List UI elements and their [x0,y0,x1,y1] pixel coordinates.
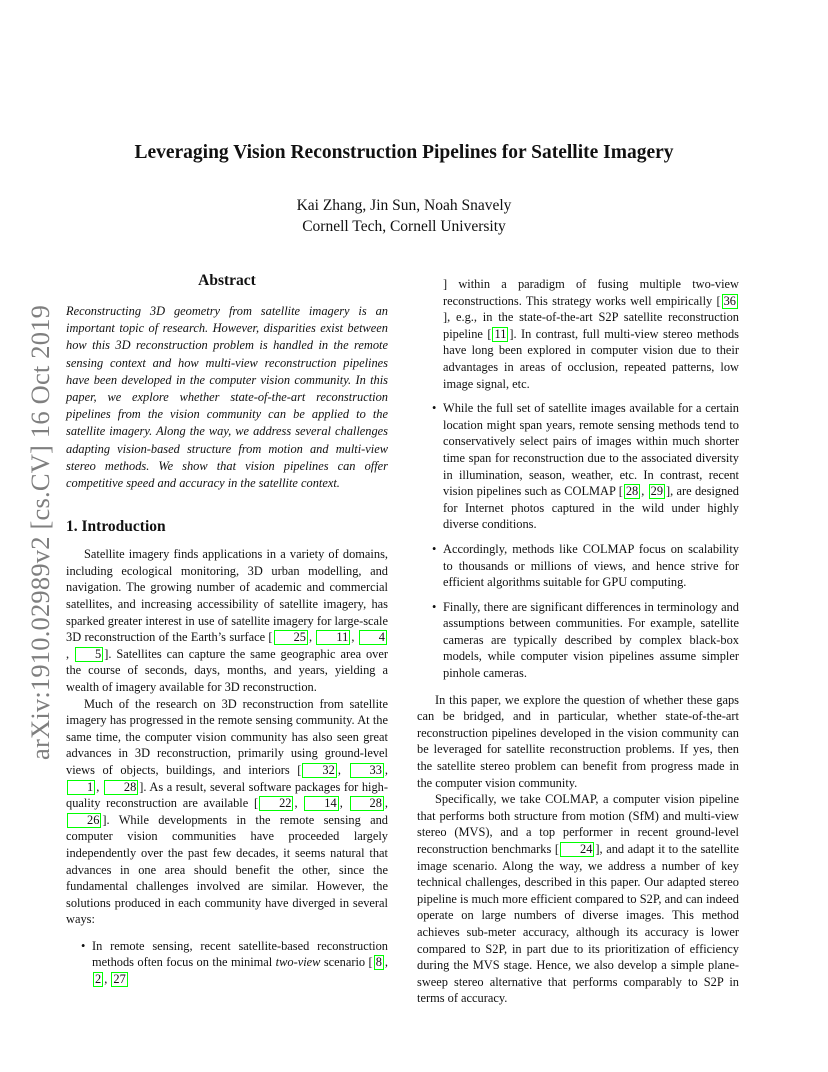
abstract-heading: Abstract [198,272,256,289]
intro-paragraph-1: Satellite imagery finds applications in a variety of domains, including ecological monitoring, 3D urban modelling, and navigation. The growing number of academic and commercial satellites, and increasing accessibility of satellite imagery, has sparked greater interest in use of satellite imagery for large-scale 3D reconstruction of the Earth’s surface [ 25 , 11 , 4, 5 ]. Satellites can capture the same geographic area over the course of seconds, days, months, and years, yielding a wealth of imagery available for 3D reconstruction. [66,547,388,694]
citation-link[interactable]: 25 [274,630,308,645]
bullet-icon: • [81,938,86,953]
author-names: Kai Zhang, Jin Sun, Noah Snavely [296,197,512,214]
citation-link[interactable]: 5 [75,647,103,662]
citation-link[interactable]: 33 [350,763,384,778]
citation-link[interactable]: 28 [104,780,138,795]
citation-link[interactable]: 24 [560,842,594,857]
intro-paragraph-4: Specifically, we take COLMAP, a computer vision pipeline that performs both structure from motion (SfM) and multi-view stereo (MVS), and a top performer in recent ground-level reconstruction benchmarks [ 24 ], and adapt it to the satellite image scenario. Along the way, we address a number of key technical challenges, described in this paper. Our adapted stereo pipeline is much more efficient compared to S2P, and can indeed operate on large numbers of diverse images. This method achieves sub-meter accuracy, although its accuracy is lower compared to S2P, in part due to its prioritization of efficiency during the MVS stage. Hence, we also develop a simple plane-sweep stereo alternative that performs comparably to S2P in terms of accuracy. [417,792,739,1006]
bullet-item-terminology: • Finally, there are significant differences in terminology and assumptions between communities. For example, satellite cameras are typically described by complex black-box models, while computer vision pipelines assume simpler pinhole cameras. [432,599,739,681]
citation-link[interactable]: 36 [723,293,736,308]
bullet-icon: • [432,599,437,614]
bullet-icon: • [432,541,437,556]
citation-link[interactable]: 32 [302,763,336,778]
abstract-text: Reconstructing 3D geometry from satellite imagery is an important topic of research. However, disparities exist between how this 3D reconstruction problem is handled in the remote sensing context and how multi-view reconstruction pipelines have been developed in the computer vision community. In this paper, we explore whether state-of-the-art reconstruction pipelines from the vision community can be applied to the satellite imagery. Along the way, we address several challenges adapting vision-based structure from motion and multi-view stereo methods. We show that vision pipelines can offer competitive speed and accuracy in the satellite context. [66,304,388,491]
left-column [66,272,388,988]
bullet-icon: • [432,401,437,416]
right-column [417,276,739,1007]
bullet-list [66,938,388,988]
citation-link[interactable]: 27 [113,972,126,987]
bullet-item-two-view: • In remote sensing, recent satellite-based reconstruction methods often focus on the minimal two-view scenario [ 8 , 2 , 27 [81,938,388,987]
citation-link[interactable]: 29 [650,484,664,499]
bullet-item-scalability: • Accordingly, methods like COLMAP focus on scalability to thousands or millions of views, and hence strive for efficient algorithms suitable for GPU computing. [432,541,739,590]
citation-link[interactable]: 1 [67,780,95,795]
author-block [0,195,808,237]
intro-paragraph-2: Much of the research on 3D reconstruction from satellite imagery has progressed in the remote sensing community. At the same time, the computer vision community has also seen great advances in 3D reconstruction, primarily using ground-level views of objects, buildings, and interiors [ 32 , 33 , 1 , 28 ]. As a result, several software packages for high-quality reconstruction are available [ 22 , 14 , 28 , 26 ]. While developments in the remote sensing and computer vision communities have proceeded largely independently over the past few decades, it seems natural that advances in one area should benefit the other, since the fundamental challenges involved are similar. However, the solutions produced in each community have diverged in several ways: [66,696,388,927]
citation-link[interactable]: 22 [259,796,293,811]
paper-title: Leveraging Vision Reconstruction Pipelines for Satellite Imagery [134,142,674,163]
intro-paragraph-3: In this paper, we explore the question of whether these gaps can be bridged, and in particular, whether state-of-the-art reconstruction pipelines developed in the vision community can be leveraged for satellite reconstruction problems. If yes, then the satellite stereo problem can benefit from progress made in the computer vision community. [417,692,739,790]
citation-link[interactable]: 14 [304,796,338,811]
citation-link[interactable]: 26 [67,813,101,828]
citation-link[interactable]: 11 [316,630,350,645]
citation-link[interactable]: 28 [625,484,639,499]
citation-link[interactable]: 28 [350,796,384,811]
bullet-continuation: ] within a paradigm of fusing multiple two-view reconstructions. This strategy works well empirically [ 36], e.g., in the state-of-the-art S2P satellite reconstruction pipeline [ 11 ]. In contrast, full multi-view stereo methods have long been explored in computer vision due to their advantages in areas of occlusion, repeated patterns, low image signal, etc. [443,277,739,391]
bullet-list [417,400,739,682]
bullet-item-time-span: • While the full set of satellite images available for a certain location might span years, remote sensing methods tend to conservatively select pairs of images within much shorter time span for reconstruction due to the associated diversity in illumination, season, weather, etc. In contrast, recent vision pipelines such as COLMAP [ 28 , 29 ], are designed for Internet photos captured in the wild under highly diverse conditions. [432,401,739,532]
citation-link[interactable]: 11 [494,326,507,341]
citation-link[interactable]: 2 [95,972,102,987]
section-heading-introduction: 1. Introduction [66,518,166,536]
citation-link[interactable]: 8 [375,955,382,970]
citation-link[interactable]: 4 [359,630,387,645]
arxiv-identifier: arXiv:1910.02989v2 [cs.CV] 16 Oct 2019 [25,304,55,760]
author-affiliation: Cornell Tech, Cornell University [302,218,506,235]
